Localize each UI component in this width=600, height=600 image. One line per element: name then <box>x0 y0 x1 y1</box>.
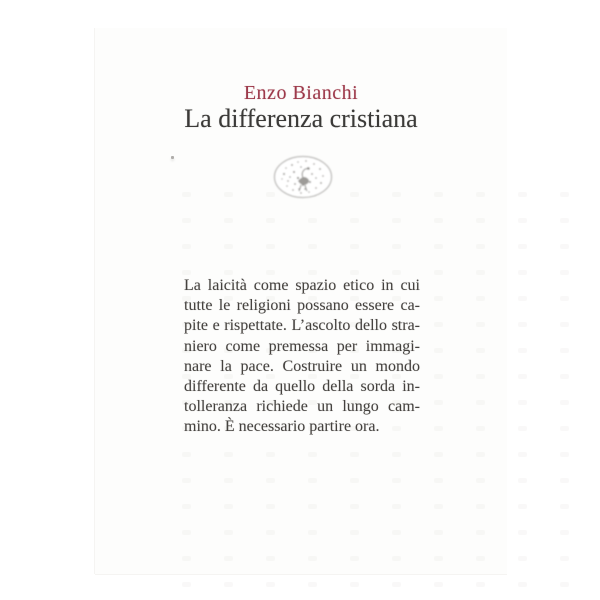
blurb-line: pite e rispettate. L’ascolto dello stra- <box>184 317 420 335</box>
blurb-line: tutte le religioni possano essere ca- <box>184 297 420 315</box>
blurb <box>184 276 420 438</box>
book-title: La differenza cristiana <box>184 104 418 133</box>
blurb-line: La laicità come spazio etico in cui <box>184 277 420 294</box>
blurb-line: differente da quello della sorda in- <box>184 378 420 396</box>
author-name: Enzo Bianchi <box>243 82 359 104</box>
speck-mark <box>171 156 174 159</box>
ostrich-logo-icon <box>272 154 334 200</box>
blurb-line: tolleranza richiede un lungo cam- <box>184 398 420 416</box>
blurb-line: nare la pace. Costruire un mondo <box>184 357 420 375</box>
blurb-line: niero come premessa per immagi- <box>184 337 420 355</box>
blurb-line: mino. È necessario partire ora. <box>184 418 380 436</box>
